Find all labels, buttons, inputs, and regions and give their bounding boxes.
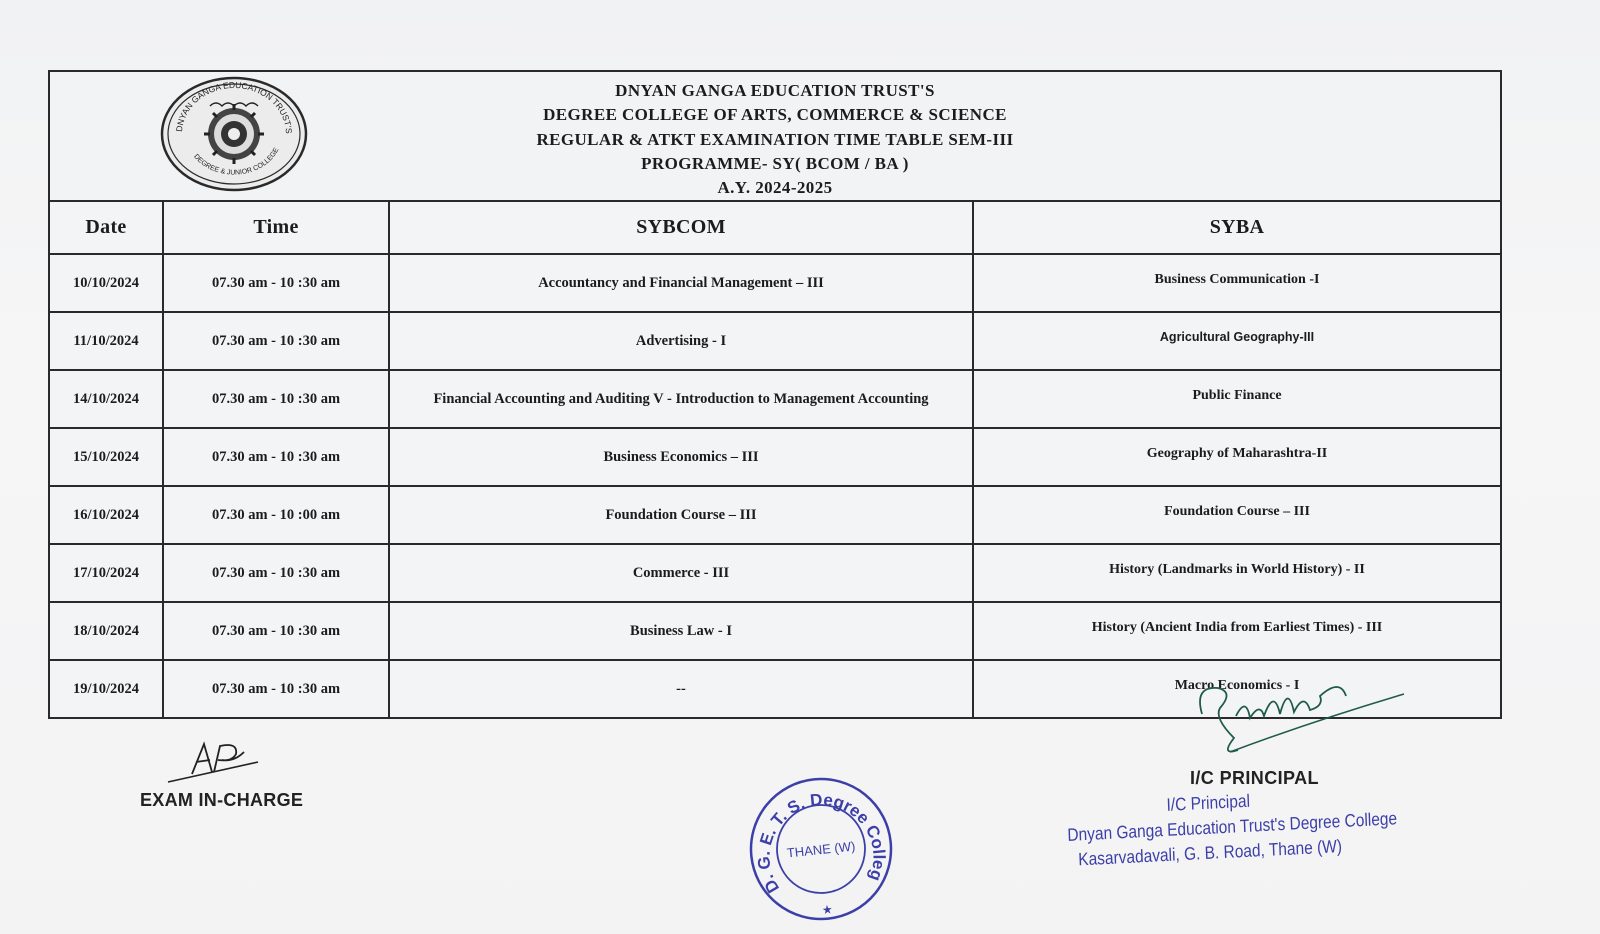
syba-cell	[973, 254, 1501, 312]
column-header-time: Time	[163, 201, 389, 254]
syba-subject: Public Finance	[1192, 387, 1282, 403]
principal-stamp-title: I/C Principal	[1166, 790, 1251, 815]
principal-label: I/C PRINCIPAL	[1190, 768, 1319, 788]
svg-text:D. G. E. T. S. Degree College	[746, 774, 892, 898]
table-row	[49, 254, 1501, 312]
time-cell: 07.30 am - 10 :30 am	[163, 254, 389, 312]
stamp-star-icon: ★	[821, 902, 834, 918]
syba-subject: Geography of Maharashtra-II	[1146, 445, 1328, 461]
timetable-sheet	[48, 70, 1502, 719]
sybcom-cell: Commerce - III	[389, 544, 973, 602]
table-row	[49, 312, 1501, 370]
column-header-sybcom: SYBCOM	[389, 201, 973, 254]
programme-title: PROGRAMME- SY( BCOM / BA )	[641, 153, 909, 173]
date-cell: 10/10/2024	[49, 254, 163, 312]
sybcom-cell: Advertising - I	[389, 312, 973, 370]
svg-text:DNYAN GANGA EDUCATION TRUST'S: DNYAN GANGA EDUCATION TRUST'S	[173, 79, 295, 134]
exam-incharge-label: EXAM IN-CHARGE	[140, 790, 304, 810]
stamp-ring-text: D. G. E. T. S. Degree College	[754, 790, 889, 897]
syba-subject: History (Landmarks in World History) - II	[1109, 561, 1365, 577]
table-row	[49, 428, 1501, 486]
timetable-table	[48, 200, 1502, 719]
syba-subject: Business Communication -I	[1154, 271, 1320, 287]
date-cell: 15/10/2024	[49, 428, 163, 486]
sybcom-cell: Foundation Course – III	[389, 486, 973, 544]
time-cell: 07.30 am - 10 :30 am	[163, 370, 389, 428]
syba-subject: Macro Economics - I	[1174, 677, 1300, 693]
time-cell: 07.30 am - 10 :30 am	[163, 544, 389, 602]
syba-cell	[973, 428, 1501, 486]
table-row	[49, 544, 1501, 602]
time-cell: 07.30 am - 10 :30 am	[163, 660, 389, 718]
sybcom-cell: Accountancy and Financial Management – III	[389, 254, 973, 312]
column-header-syba: SYBA	[973, 201, 1501, 254]
syba-subject: Agricultural Geography-III	[1159, 329, 1315, 344]
sybcom-cell: Business Economics – III	[389, 428, 973, 486]
table-row	[49, 602, 1501, 660]
table-header-row	[49, 201, 1501, 254]
date-cell: 18/10/2024	[49, 602, 163, 660]
time-cell: 07.30 am - 10 :00 am	[163, 486, 389, 544]
table-row	[49, 486, 1501, 544]
svg-text:DEGREE & JUNIOR COLLEGE: DEGREE & JUNIOR COLLEGE	[192, 146, 281, 177]
exam-title: REGULAR & ATKT EXAMINATION TIME TABLE SEM-III	[536, 129, 1014, 149]
principal-stamp-address: Kasarvadavali, G. B. Road, Thane (W)	[1077, 836, 1343, 870]
syba-cell	[973, 312, 1501, 370]
document-header	[48, 70, 1502, 200]
sybcom-cell: Business Law - I	[389, 602, 973, 660]
table-row	[49, 370, 1501, 428]
principal-stamp-college: Dnyan Ganga Education Trust's Degree College	[1067, 808, 1398, 845]
academic-year: A.Y. 2024-2025	[717, 178, 833, 198]
time-cell: 07.30 am - 10 :30 am	[163, 428, 389, 486]
principal-stamp	[1066, 784, 1398, 873]
syba-cell	[973, 602, 1501, 660]
syba-cell	[973, 544, 1501, 602]
time-cell: 07.30 am - 10 :30 am	[163, 312, 389, 370]
time-cell: 07.30 am - 10 :30 am	[163, 602, 389, 660]
date-cell: 17/10/2024	[49, 544, 163, 602]
syba-cell	[973, 486, 1501, 544]
date-cell: 19/10/2024	[49, 660, 163, 718]
college-name: DEGREE COLLEGE OF ARTS, COMMERCE & SCIENCE	[543, 105, 1007, 125]
sybcom-cell: --	[389, 660, 973, 718]
syba-subject: History (Ancient India from Earliest Times) - III	[1091, 619, 1383, 635]
college-seal-stamp	[746, 774, 896, 924]
date-cell: 16/10/2024	[49, 486, 163, 544]
column-header-date: Date	[49, 201, 163, 254]
syba-subject: Foundation Course – III	[1164, 503, 1310, 519]
syba-cell	[973, 370, 1501, 428]
trust-name: DNYAN GANGA EDUCATION TRUST'S	[615, 81, 935, 100]
date-cell: 14/10/2024	[49, 370, 163, 428]
principal-signature	[1190, 666, 1410, 758]
stamp-center-text: THANE (W)	[786, 838, 856, 861]
exam-incharge-signature	[162, 736, 266, 788]
sybcom-cell: Financial Accounting and Auditing V - Introduction to Management Accounting	[389, 370, 973, 428]
date-cell: 11/10/2024	[49, 312, 163, 370]
